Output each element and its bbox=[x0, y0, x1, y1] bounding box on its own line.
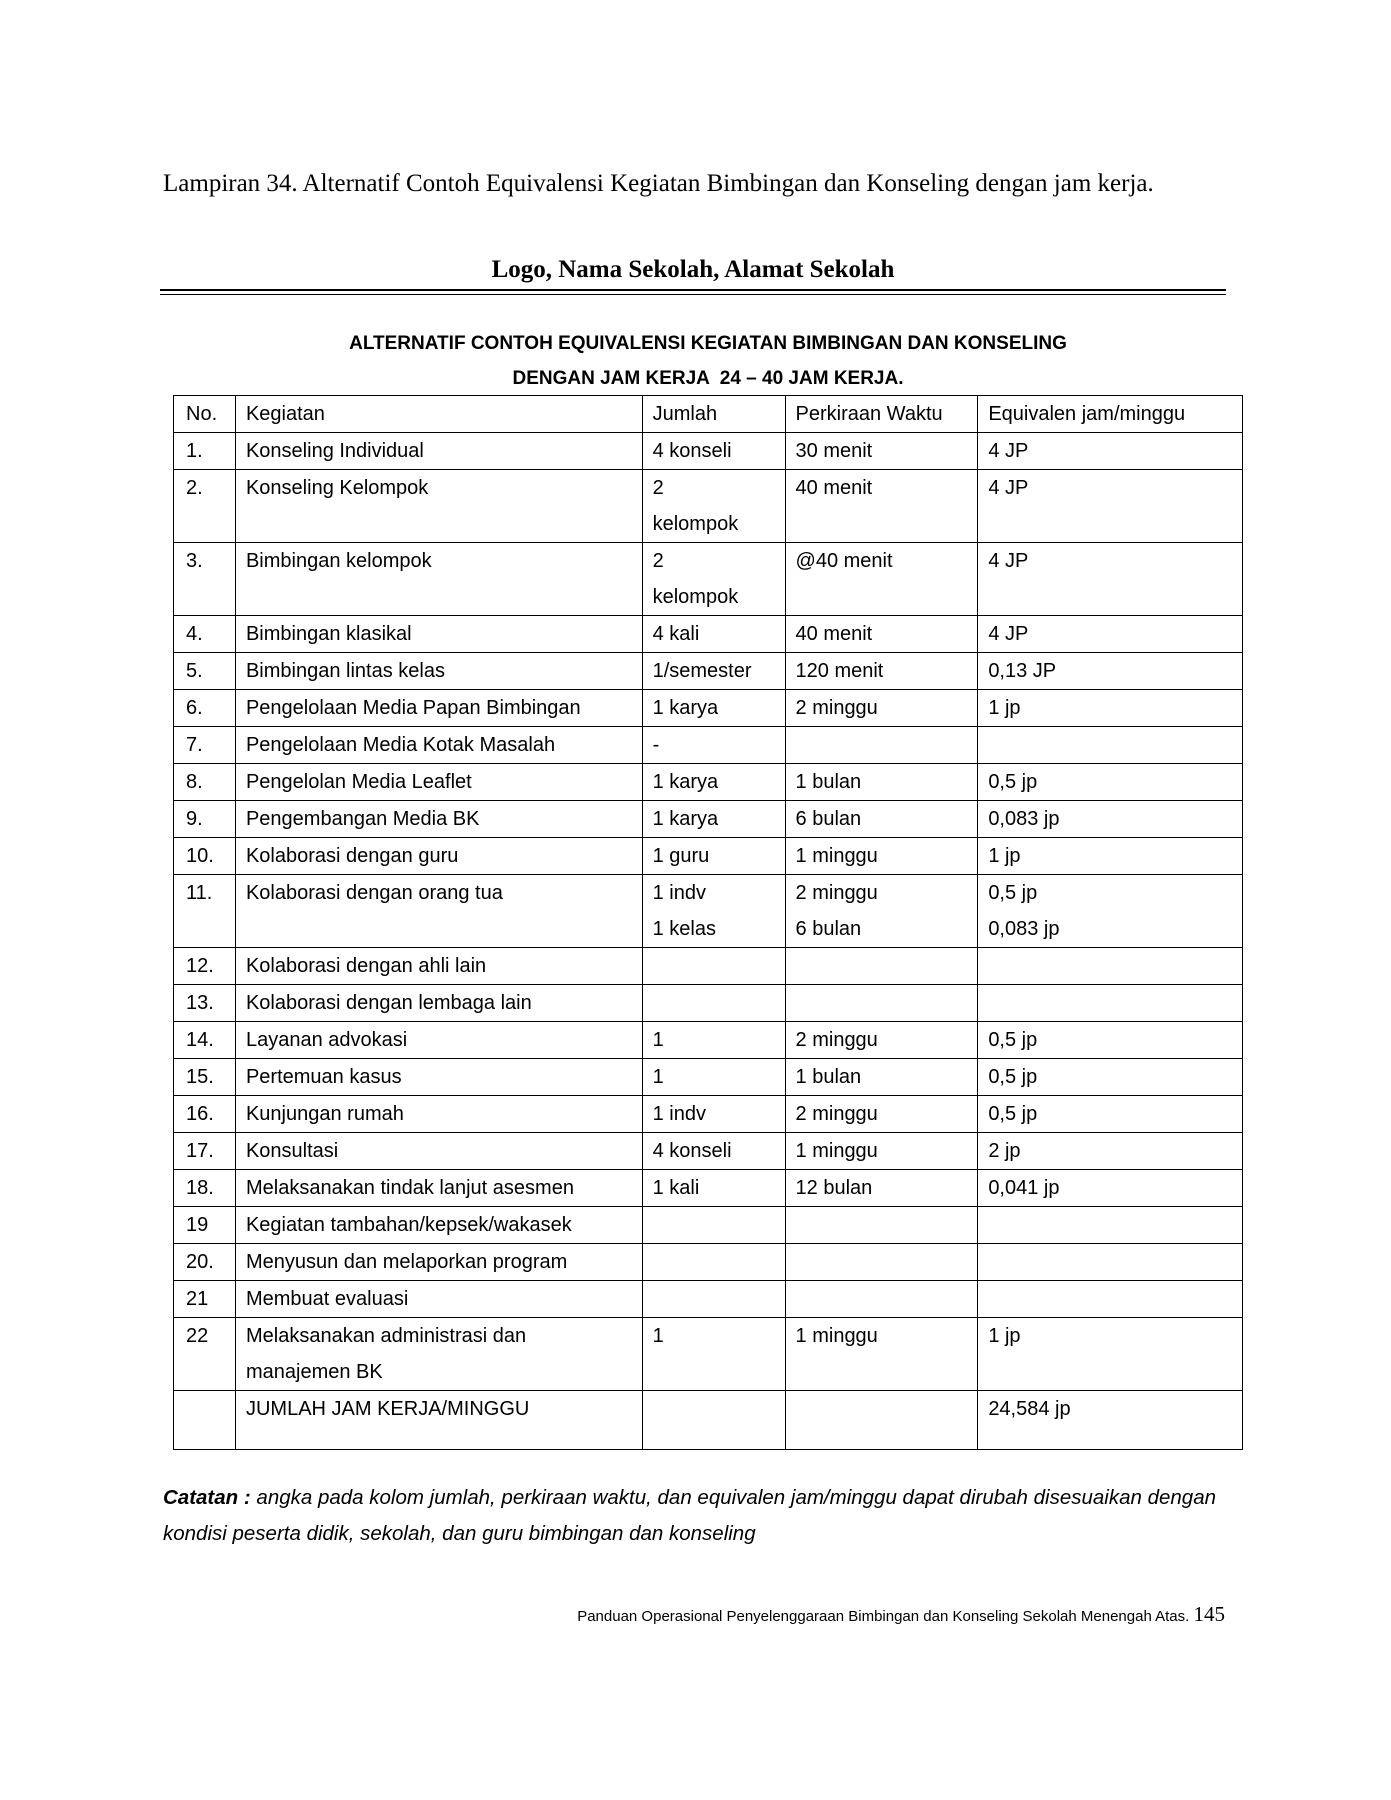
cell-activity: Kolaborasi dengan ahli lain bbox=[235, 948, 642, 985]
cell-activity: Menyusun dan melaporkan program bbox=[235, 1244, 642, 1281]
letterhead-divider-thin bbox=[160, 294, 1226, 295]
cell-activity: Layanan advokasi bbox=[235, 1022, 642, 1059]
table-row bbox=[174, 1096, 1243, 1133]
cell-row-number: 16. bbox=[174, 1096, 236, 1133]
cell-activity: Konseling Individual bbox=[235, 433, 642, 470]
cell-activity: Kolaborasi dengan orang tua bbox=[235, 875, 642, 948]
cell-estimated-time bbox=[785, 727, 978, 764]
table-row bbox=[174, 543, 1243, 616]
cell-equivalent-hours: 0,041 jp bbox=[978, 1170, 1243, 1207]
cell-activity: Pengelolaan Media Papan Bimbingan bbox=[235, 690, 642, 727]
cell-estimated-time: 12 bulan bbox=[785, 1170, 978, 1207]
cell-estimated-time bbox=[785, 985, 978, 1022]
cell-quantity: 1 indv 1 kelas bbox=[642, 875, 785, 948]
cell-equivalent-hours bbox=[978, 1281, 1243, 1318]
cell-quantity bbox=[642, 1391, 785, 1450]
page-number: 145 bbox=[1193, 1602, 1225, 1626]
cell-row-number: 18. bbox=[174, 1170, 236, 1207]
note bbox=[163, 1480, 1263, 1552]
equivalence-table bbox=[173, 395, 1243, 1450]
cell-equivalent-hours bbox=[978, 948, 1243, 985]
table-row bbox=[174, 616, 1243, 653]
cell-row-number: 3. bbox=[174, 543, 236, 616]
cell-estimated-time: 6 bulan bbox=[785, 801, 978, 838]
table-row bbox=[174, 985, 1243, 1022]
letterhead-divider bbox=[160, 289, 1226, 291]
cell-estimated-time bbox=[785, 948, 978, 985]
cell-quantity: 1 bbox=[642, 1022, 785, 1059]
cell-equivalent-hours: 4 JP bbox=[978, 433, 1243, 470]
cell-estimated-time: 2 minggu bbox=[785, 690, 978, 727]
cell-equivalent-hours bbox=[978, 1207, 1243, 1244]
table-row bbox=[174, 948, 1243, 985]
column-header: No. bbox=[174, 396, 236, 433]
cell-estimated-time: 1 minggu bbox=[785, 1133, 978, 1170]
cell-estimated-time bbox=[785, 1244, 978, 1281]
cell-activity: Kegiatan tambahan/kepsek/wakasek bbox=[235, 1207, 642, 1244]
cell-quantity: 1 bbox=[642, 1059, 785, 1096]
cell-estimated-time: 30 menit bbox=[785, 433, 978, 470]
table-row bbox=[174, 1318, 1243, 1391]
cell-quantity: 1 karya bbox=[642, 764, 785, 801]
table-row bbox=[174, 1133, 1243, 1170]
cell-equivalent-hours: 4 JP bbox=[978, 470, 1243, 543]
table-row bbox=[174, 875, 1243, 948]
cell-quantity: 1/semester bbox=[642, 653, 785, 690]
table-row bbox=[174, 1244, 1243, 1281]
cell-quantity bbox=[642, 1207, 785, 1244]
cell-equivalent-hours: 4 JP bbox=[978, 543, 1243, 616]
cell-quantity bbox=[642, 948, 785, 985]
cell-row-number: 11. bbox=[174, 875, 236, 948]
cell-row-number bbox=[174, 1391, 236, 1450]
cell-estimated-time: 1 bulan bbox=[785, 764, 978, 801]
cell-row-number: 17. bbox=[174, 1133, 236, 1170]
table-row bbox=[174, 1170, 1243, 1207]
page-footer bbox=[515, 1602, 1225, 1627]
cell-equivalent-hours: 0,13 JP bbox=[978, 653, 1243, 690]
cell-estimated-time: 40 menit bbox=[785, 470, 978, 543]
cell-quantity: 4 konseli bbox=[642, 433, 785, 470]
cell-row-number: 13. bbox=[174, 985, 236, 1022]
table-row bbox=[174, 433, 1243, 470]
column-header: Perkiraan Waktu bbox=[785, 396, 978, 433]
cell-equivalent-hours: 0,5 jp bbox=[978, 1059, 1243, 1096]
cell-equivalent-hours: 0,5 jp bbox=[978, 1022, 1243, 1059]
table-row bbox=[174, 1281, 1243, 1318]
table-total-row bbox=[174, 1391, 1243, 1450]
footer-text: Panduan Operasional Penyelenggaraan Bimbingan dan Konseling Sekolah Menengah Atas. bbox=[577, 1608, 1190, 1625]
cell-activity: Pengelolaan Media Kotak Masalah bbox=[235, 727, 642, 764]
column-header: Jumlah bbox=[642, 396, 785, 433]
cell-quantity: 1 kali bbox=[642, 1170, 785, 1207]
cell-row-number: 7. bbox=[174, 727, 236, 764]
table-row bbox=[174, 764, 1243, 801]
table-row bbox=[174, 690, 1243, 727]
cell-activity: Pengelolan Media Leaflet bbox=[235, 764, 642, 801]
cell-row-number: 4. bbox=[174, 616, 236, 653]
cell-quantity: 1 guru bbox=[642, 838, 785, 875]
cell-estimated-time: 2 minggu bbox=[785, 1022, 978, 1059]
cell-row-number: 9. bbox=[174, 801, 236, 838]
cell-activity: Melaksanakan administrasi dan manajemen BK bbox=[235, 1318, 642, 1391]
cell-equivalent-hours: 0,5 jp bbox=[978, 764, 1243, 801]
cell-estimated-time: 2 minggu bbox=[785, 1096, 978, 1133]
table-row bbox=[174, 1059, 1243, 1096]
column-header: Kegiatan bbox=[235, 396, 642, 433]
cell-equivalent-hours: 24,584 jp bbox=[978, 1391, 1243, 1450]
cell-activity: Kolaborasi dengan guru bbox=[235, 838, 642, 875]
cell-quantity: 2 kelompok bbox=[642, 543, 785, 616]
cell-estimated-time: 40 menit bbox=[785, 616, 978, 653]
cell-activity: Melaksanakan tindak lanjut asesmen bbox=[235, 1170, 642, 1207]
table-header-row bbox=[174, 396, 1243, 433]
cell-estimated-time bbox=[785, 1207, 978, 1244]
cell-quantity: 1 karya bbox=[642, 690, 785, 727]
cell-quantity: 2 kelompok bbox=[642, 470, 785, 543]
cell-equivalent-hours bbox=[978, 727, 1243, 764]
cell-activity: Kunjungan rumah bbox=[235, 1096, 642, 1133]
intro-paragraph: Lampiran 34. Alternatif Contoh Equivalensi Kegiatan Bimbingan dan Konseling dengan jam kerja. bbox=[163, 170, 1154, 197]
cell-row-number: 6. bbox=[174, 690, 236, 727]
cell-activity: Membuat evaluasi bbox=[235, 1281, 642, 1318]
table-row bbox=[174, 838, 1243, 875]
cell-estimated-time bbox=[785, 1281, 978, 1318]
cell-estimated-time: 1 minggu bbox=[785, 1318, 978, 1391]
cell-quantity: 1 karya bbox=[642, 801, 785, 838]
table-row bbox=[174, 470, 1243, 543]
letterhead-title: Logo, Nama Sekolah, Alamat Sekolah bbox=[491, 256, 895, 283]
table-row bbox=[174, 1207, 1243, 1244]
cell-quantity: 4 kali bbox=[642, 616, 785, 653]
cell-equivalent-hours: 0,5 jp bbox=[978, 1096, 1243, 1133]
cell-row-number: 15. bbox=[174, 1059, 236, 1096]
cell-row-number: 22 bbox=[174, 1318, 236, 1391]
cell-equivalent-hours bbox=[978, 1244, 1243, 1281]
cell-quantity bbox=[642, 1244, 785, 1281]
cell-estimated-time: @40 menit bbox=[785, 543, 978, 616]
table-heading bbox=[173, 326, 1243, 396]
cell-activity: Bimbingan lintas kelas bbox=[235, 653, 642, 690]
cell-equivalent-hours: 0,083 jp bbox=[978, 801, 1243, 838]
table-row bbox=[174, 1022, 1243, 1059]
cell-row-number: 14. bbox=[174, 1022, 236, 1059]
note-text: angka pada kolom jumlah, perkiraan waktu, dan equivalen jam/minggu dapat dirubah disesuaikan dengan kondisi peserta didik, sekolah, dan guru bimbingan dan konseling bbox=[163, 1486, 1216, 1545]
cell-estimated-time: 1 minggu bbox=[785, 838, 978, 875]
cell-row-number: 20. bbox=[174, 1244, 236, 1281]
cell-activity: JUMLAH JAM KERJA/MINGGU bbox=[235, 1391, 642, 1450]
cell-quantity bbox=[642, 1281, 785, 1318]
cell-equivalent-hours: 1 jp bbox=[978, 838, 1243, 875]
cell-activity: Pengembangan Media BK bbox=[235, 801, 642, 838]
cell-equivalent-hours: 1 jp bbox=[978, 690, 1243, 727]
cell-quantity: 1 indv bbox=[642, 1096, 785, 1133]
cell-estimated-time: 2 minggu 6 bulan bbox=[785, 875, 978, 948]
cell-equivalent-hours: 4 JP bbox=[978, 616, 1243, 653]
cell-equivalent-hours: 0,5 jp 0,083 jp bbox=[978, 875, 1243, 948]
cell-activity: Pertemuan kasus bbox=[235, 1059, 642, 1096]
column-header: Equivalen jam/minggu bbox=[978, 396, 1243, 433]
cell-row-number: 1. bbox=[174, 433, 236, 470]
cell-row-number: 21 bbox=[174, 1281, 236, 1318]
cell-quantity: - bbox=[642, 727, 785, 764]
cell-activity: Konsultasi bbox=[235, 1133, 642, 1170]
cell-row-number: 10. bbox=[174, 838, 236, 875]
cell-activity: Kolaborasi dengan lembaga lain bbox=[235, 985, 642, 1022]
cell-row-number: 19 bbox=[174, 1207, 236, 1244]
cell-estimated-time: 1 bulan bbox=[785, 1059, 978, 1096]
cell-quantity: 4 konseli bbox=[642, 1133, 785, 1170]
cell-equivalent-hours: 1 jp bbox=[978, 1318, 1243, 1391]
cell-estimated-time: 120 menit bbox=[785, 653, 978, 690]
table-row bbox=[174, 727, 1243, 764]
cell-equivalent-hours: 2 jp bbox=[978, 1133, 1243, 1170]
table-row bbox=[174, 801, 1243, 838]
cell-equivalent-hours bbox=[978, 985, 1243, 1022]
cell-row-number: 2. bbox=[174, 470, 236, 543]
table-heading-line-2: DENGAN JAM KERJA 24 – 40 JAM KERJA. bbox=[512, 368, 904, 389]
cell-quantity bbox=[642, 985, 785, 1022]
note-label: Catatan : bbox=[163, 1486, 251, 1509]
cell-row-number: 12. bbox=[174, 948, 236, 985]
cell-quantity: 1 bbox=[642, 1318, 785, 1391]
cell-activity: Bimbingan kelompok bbox=[235, 543, 642, 616]
cell-estimated-time bbox=[785, 1391, 978, 1450]
cell-row-number: 5. bbox=[174, 653, 236, 690]
cell-activity: Bimbingan klasikal bbox=[235, 616, 642, 653]
table-heading-line-1: ALTERNATIF CONTOH EQUIVALENSI KEGIATAN BIMBINGAN DAN KONSELING bbox=[349, 333, 1067, 354]
cell-row-number: 8. bbox=[174, 764, 236, 801]
cell-activity: Konseling Kelompok bbox=[235, 470, 642, 543]
table-row bbox=[174, 653, 1243, 690]
